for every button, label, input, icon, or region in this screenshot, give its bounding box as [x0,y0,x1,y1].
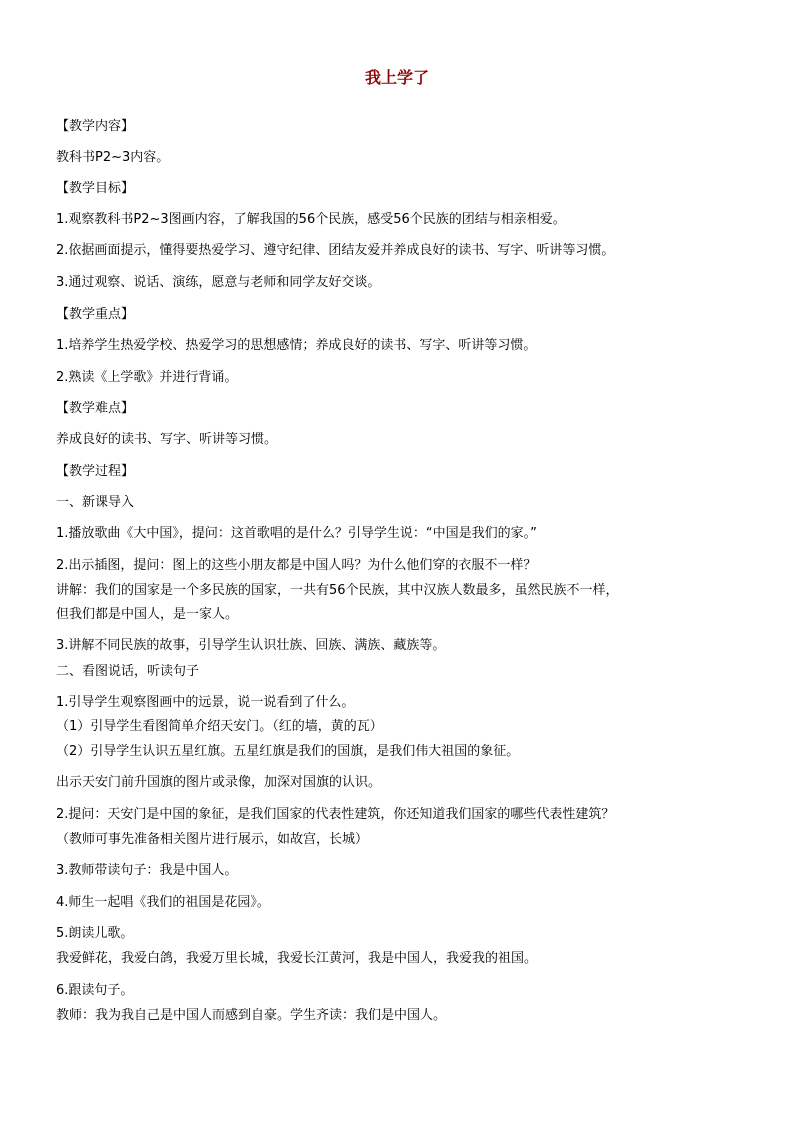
list-item: 2.熟读《上学歌》并进行背诵。 [56,370,238,385]
list-item: 1.播放歌曲《大中国》，提问：这首歌唱的是什么？引导学生说：“中国是我们的家。” [56,526,537,541]
list-item: （2）引导学生认识五星红旗。五星红旗是我们的国旗，是我们伟大祖国的象征。 [56,744,520,759]
list-item: 3.讲解不同民族的故事，引导学生认识壮族、回族、满族、藏族等。 [56,638,446,653]
list-item: 2.依据画面提示，懂得要热爱学习、遵守纪律、团结友爱并养成良好的读书、写字、听讲等习惯。 [56,243,615,258]
subsection-heading: 一、新课导入 [56,495,135,510]
document-title: 我上学了 [364,68,429,87]
list-item: 1.培养学生热爱学校、热爱学习的思想感情；养成良好的读书、写字、听讲等习惯。 [56,338,537,353]
paragraph: 教师：我为我自己是中国人而感到自豪。学生齐读：我们是中国人。 [56,1008,447,1023]
list-item: 3.通过观察、说话、演练，愿意与老师和同学友好交谈。 [56,275,381,290]
paragraph: （教师可事先准备相关图片进行展示，如故宫，长城） [56,832,369,847]
section-heading-teaching-content: 【教学内容】 [56,119,135,134]
section-heading-teaching-process: 【教学过程】 [56,464,135,479]
paragraph: 我爱鲜花，我爱白鸽，我爱万里长城，我爱长江黄河，我是中国人，我爱我的祖国。 [56,951,538,966]
paragraph: 讲解：我们的国家是一个多民族的国家，一共有56个民族，其中汉族人数最多，虽然民族不一样， [56,583,619,598]
section-heading-teaching-difficulty: 【教学难点】 [56,401,135,416]
list-item: 2.出示插图，提问：图上的这些小朋友都是中国人吗？为什么他们穿的衣服不一样？ [56,558,537,573]
list-item: 2.提问：天安门是中国的象征，是我们国家的代表性建筑，你还知道我们国家的哪些代表性建筑？ [56,807,615,822]
list-item: 1.观察教科书P2~3图画内容，了解我国的56个民族，感受56个民族的团结与相亲相爱。 [56,212,566,227]
list-item: 3.教师带读句子：我是中国人。 [56,863,238,878]
list-item: 4.师生一起唱《我们的祖国是花园》。 [56,895,270,910]
section-heading-teaching-goals: 【教学目标】 [56,181,135,196]
paragraph: 教科书P2~3内容。 [56,150,170,165]
subsection-heading: 二、看图说话，听读句子 [56,664,200,679]
list-item: （1）引导学生看图简单介绍天安门。（红的墙，黄的瓦） [56,719,383,734]
list-item: 5.朗读儿歌。 [56,926,134,941]
list-item: 6.跟读句子。 [56,983,134,998]
paragraph: 出示天安门前升国旗的图片或录像，加深对国旗的认识。 [56,775,382,790]
section-heading-teaching-focus: 【教学重点】 [56,307,135,322]
list-item: 1.引导学生观察图画中的远景，说一说看到了什么。 [56,695,355,710]
paragraph: 养成良好的读书、写字、听讲等习惯。 [56,432,278,447]
paragraph: 但我们都是中国人，是一家人。 [56,607,239,622]
